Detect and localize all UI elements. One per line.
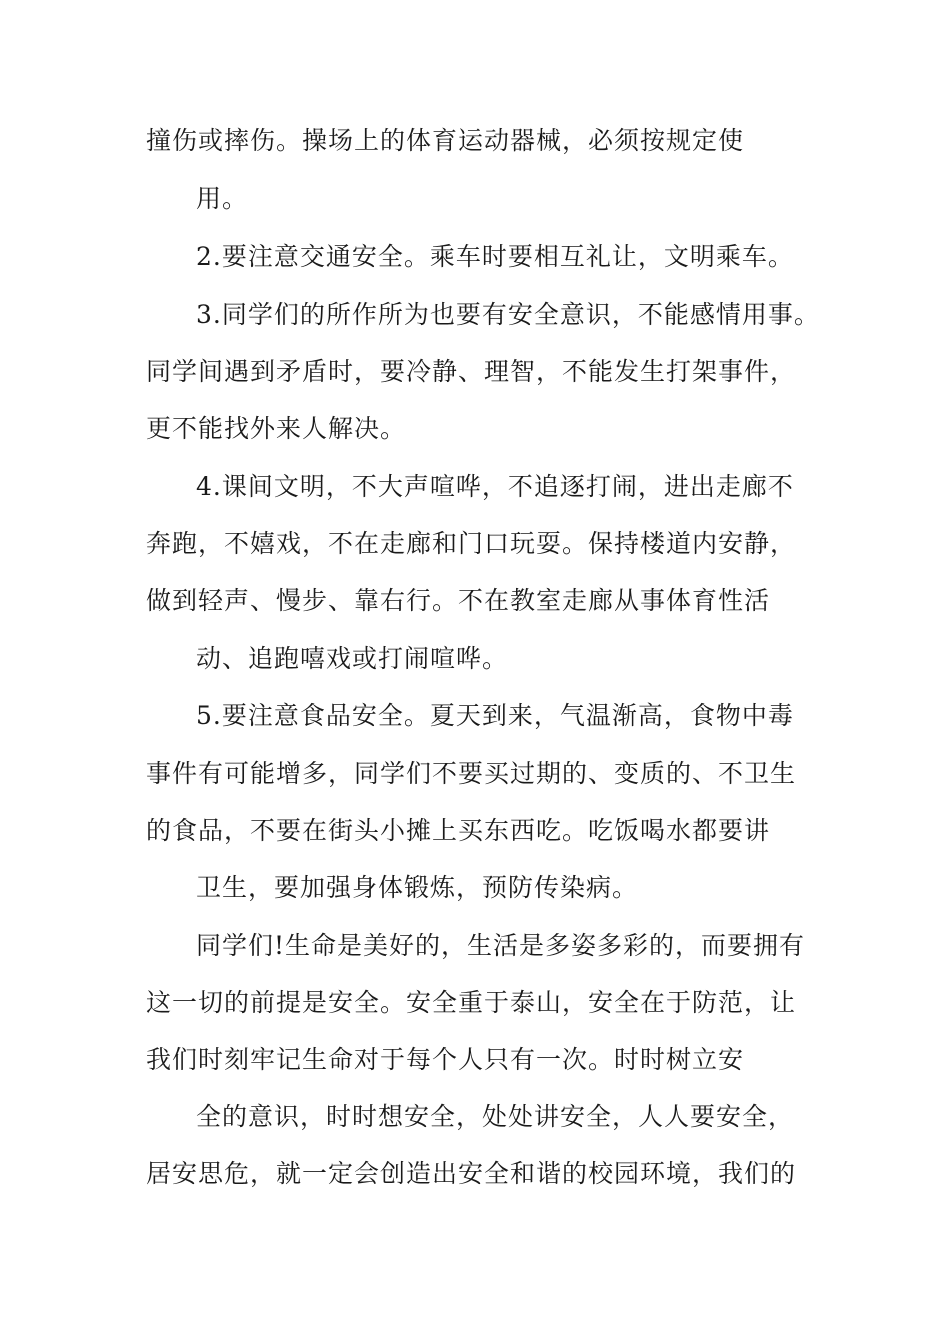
text-line: 居安思危，就一定会创造出安全和谐的校园环境，我们的 bbox=[146, 1159, 797, 1188]
text-line: 用。 bbox=[196, 184, 249, 213]
text-line: 的食品，不要在街头小摊上买东西吃。吃饭喝水都要讲 bbox=[146, 816, 771, 845]
text-line: 同学间遇到矛盾时，要冷静、理智，不能发生打架事件， bbox=[146, 357, 797, 386]
text-line: 同学们!生命是美好的，生活是多姿多彩的，而要拥有 bbox=[196, 931, 806, 960]
text-line: 奔跑，不嬉戏，不在走廊和门口玩耍。保持楼道内安静， bbox=[146, 529, 797, 558]
text-line: 做到轻声、慢步、靠右行。不在教室走廊从事体育性活 bbox=[146, 586, 771, 615]
text-line: 5.要注意食品安全。夏天到来，气温渐高，食物中毒 bbox=[196, 701, 794, 730]
text-line: 更不能找外来人解决。 bbox=[146, 414, 407, 443]
text-line: 2.要注意交通安全。乘车时要相互礼让，文明乘车。 bbox=[196, 242, 794, 271]
text-line: 我们时刻牢记生命对于每个人只有一次。时时树立安 bbox=[146, 1045, 745, 1074]
text-line: 撞伤或摔伤。操场上的体育运动器械，必须按规定使 bbox=[146, 126, 745, 155]
text-line: 全的意识，时时想安全，处处讲安全，人人要安全， bbox=[196, 1102, 795, 1131]
text-line: 动、追跑嘻戏或打闹喧哗。 bbox=[196, 644, 509, 673]
text-line: 事件有可能增多，同学们不要买过期的、变质的、不卫生 bbox=[146, 759, 797, 788]
text-line: 这一切的前提是安全。安全重于泰山，安全在于防范，让 bbox=[146, 988, 797, 1017]
text-line: 卫生，要加强身体锻炼，预防传染病。 bbox=[196, 873, 639, 902]
text-line: 3.同学们的所作所为也要有安全意识，不能感情用事。 bbox=[196, 300, 820, 329]
text-line: 4.课间文明，不大声喧哗，不追逐打闹，进出走廊不 bbox=[196, 472, 794, 501]
